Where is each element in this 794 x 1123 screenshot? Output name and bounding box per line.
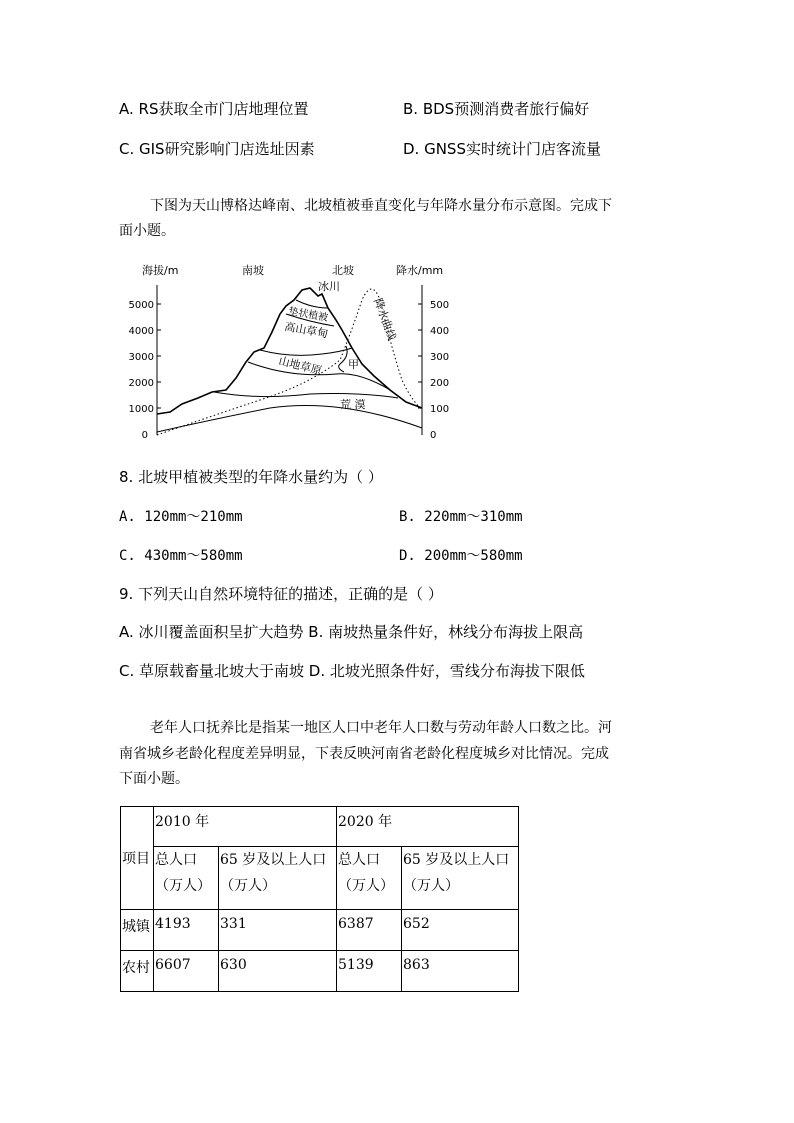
aging-table	[120, 806, 519, 992]
option-a: A. RS获取全市门店地理位置	[119, 100, 309, 118]
option-d: D. GNSS实时统计门店客流量	[403, 140, 601, 158]
cell: 652	[402, 910, 519, 951]
item-header: 项目	[121, 807, 154, 910]
cell: 5139	[337, 951, 402, 992]
q8-option-d: D. 200mm～580mm	[399, 548, 523, 564]
q8-option-c: C. 430mm～580mm	[119, 548, 243, 564]
south-slope-label: 南坡	[242, 264, 264, 277]
cell: 630	[219, 951, 337, 992]
label-desert: 荒 漠	[340, 398, 366, 411]
cell: 6387	[337, 910, 402, 951]
cell: 4193	[154, 910, 219, 951]
table-row	[121, 951, 519, 992]
cell: 331	[219, 910, 337, 951]
intro-1-line-1: 下图为天山博格达峰南、北坡植被垂直变化与年降水量分布示意图。完成下	[150, 198, 612, 214]
left-tick: 1000	[128, 404, 154, 415]
right-tick: 100	[430, 404, 450, 415]
q9-options-ab: A. 冰川覆盖面积呈扩大趋势 B. 南坡热量条件好，林线分布海拔上限高	[119, 623, 584, 641]
right-tick: 0	[430, 430, 437, 441]
cell: 6607	[154, 951, 219, 992]
intro-2-line-2: 南省城乡老龄化程度差异明显，下表反映河南省老龄化程度城乡对比情况。完成	[119, 746, 609, 762]
left-tick: 4000	[128, 326, 154, 337]
meadow-boundary	[260, 348, 352, 355]
left-axis-label: 海拔/m	[142, 264, 179, 277]
row-name: 农村	[121, 951, 154, 992]
total-header-2010: 总人口（万人）	[154, 847, 219, 910]
label-mountain-steppe: 山地草原	[277, 354, 324, 378]
intro-paragraph-1	[150, 193, 612, 219]
right-tick: 400	[430, 326, 450, 337]
total-header-2020: 总人口（万人）	[337, 847, 402, 910]
year-2010-header: 2010 年	[154, 807, 337, 847]
cell: 863	[402, 951, 519, 992]
right-tick: 300	[430, 352, 450, 363]
label-jia: 甲	[348, 358, 359, 371]
tianshan-vegetation-figure	[128, 260, 450, 446]
left-tick: 3000	[128, 352, 154, 363]
table-row	[121, 910, 519, 951]
intro-1-line-2: 面小题。	[119, 223, 175, 239]
q9-stem: 9. 下列天山自然环境特征的描述，正确的是（ ）	[119, 585, 443, 603]
option-b: B. BDS预测消费者旅行偏好	[403, 100, 590, 118]
intro-paragraph-1-cont	[119, 218, 175, 244]
q8-stem: 8. 北坡甲植被类型的年降水量约为（ ）	[119, 468, 383, 486]
old-header-2020: 65 岁及以上人口（万人）	[402, 847, 519, 910]
label-precip-curve: 降水曲线	[371, 296, 399, 343]
intro-2-line-1: 老年人口抚养比是指某一地区人口中老年人口数与劳动年龄人口数之比。河	[150, 720, 612, 736]
label-alpine-meadow: 高山草甸	[283, 320, 330, 341]
q8-option-b: B. 220mm～310mm	[399, 509, 523, 525]
year-2020-header: 2020 年	[337, 807, 519, 847]
desert-boundary	[214, 392, 398, 398]
right-tick: 500	[430, 300, 450, 311]
right-axis-label: 降水/mm	[396, 264, 444, 277]
left-tick: 2000	[128, 378, 154, 389]
label-glacier: 冰川	[318, 280, 340, 293]
left-tick: 0	[141, 430, 148, 441]
row-name: 城镇	[121, 910, 154, 951]
right-tick: 200	[430, 378, 450, 389]
option-c: C. GIS研究影响门店选址因素	[119, 140, 315, 158]
north-slope-label: 北坡	[332, 264, 354, 277]
left-tick: 5000	[128, 300, 154, 311]
q9-options-cd: C. 草原载畜量北坡大于南坡 D. 北坡光照条件好，雪线分布海拔下限低	[119, 662, 585, 680]
intro-2-line-3: 下面小题。	[119, 771, 189, 787]
old-header-2010: 65 岁及以上人口（万人）	[219, 847, 337, 910]
mountain-base	[157, 406, 422, 433]
glacier-boundary	[296, 300, 328, 308]
label-cushion: 垫状植被	[287, 306, 329, 324]
q8-option-a: A. 120mm～210mm	[119, 509, 243, 525]
